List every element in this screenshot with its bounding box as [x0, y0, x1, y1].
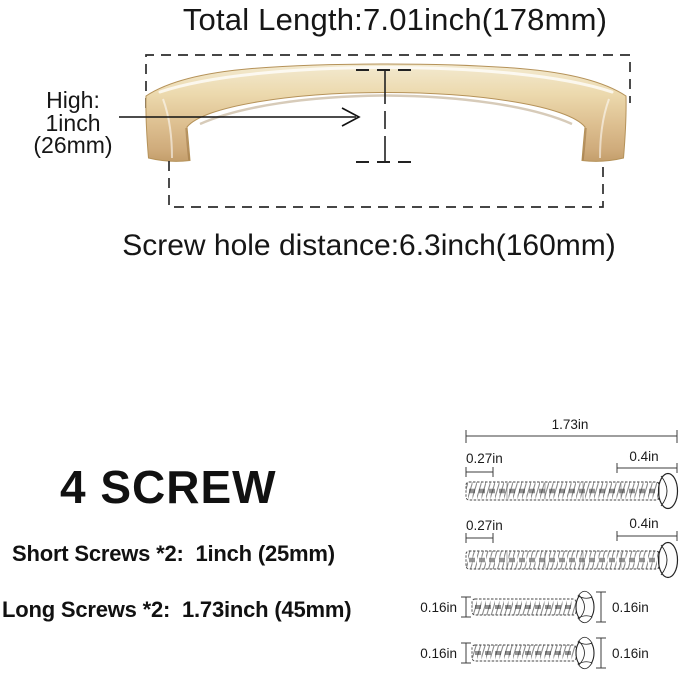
long-screw-2-right-dimension — [617, 531, 677, 541]
dim-label-short2-right: 0.16in — [612, 646, 649, 661]
dim-label-short1-right: 0.16in — [612, 600, 649, 615]
screw-hole-distance-label: Screw hole distance:6.3inch(160mm) — [122, 229, 616, 262]
short-screw-2 — [472, 637, 594, 669]
dim-label-long2-right: 0.4in — [629, 516, 659, 531]
dim-label-long1-left: 0.27in — [466, 451, 503, 466]
long-screw-2-left-dimension — [466, 533, 493, 543]
dim-label-short2-left: 0.16in — [420, 646, 457, 661]
short-screw-2-left-dimension — [461, 643, 471, 663]
long-screw-1 — [466, 474, 678, 509]
height-label-line3: (26mm) — [33, 132, 113, 158]
screws-diagram — [0, 400, 679, 675]
short-screws-label: Short Screws *2: 1inch (25mm) — [12, 541, 335, 566]
screw-count-heading: 4 SCREW — [60, 461, 277, 513]
long-screw-1-right-dimension — [617, 463, 677, 473]
long-screw-2 — [466, 543, 678, 578]
short-screw-1-left-dimension — [461, 597, 471, 617]
dim-label-long-total: 1.73in — [551, 417, 589, 432]
short-screw-1-right-dimension — [596, 592, 606, 622]
height-label-line1: High: — [46, 87, 100, 113]
screw-hole-distance-dashed-line — [169, 160, 603, 207]
dim-label-long2-left: 0.27in — [466, 518, 503, 533]
short-screw-1 — [472, 591, 594, 623]
dim-label-long1-right: 0.4in — [629, 449, 659, 464]
long-screw-1-left-dimension — [466, 467, 493, 477]
long-screws-label: Long Screws *2: 1.73inch (45mm) — [2, 597, 352, 622]
long-screw-2-head — [659, 543, 678, 578]
height-label-line2: 1inch — [45, 109, 101, 136]
cabinet-pull-handle — [146, 64, 626, 161]
total-length-title: Total Length:7.01inch(178mm) — [182, 2, 608, 37]
long-screw-1-head — [659, 474, 678, 509]
short-screw-2-right-dimension — [596, 638, 606, 668]
height-label — [16, 89, 130, 157]
dim-label-short1-left: 0.16in — [420, 600, 457, 615]
